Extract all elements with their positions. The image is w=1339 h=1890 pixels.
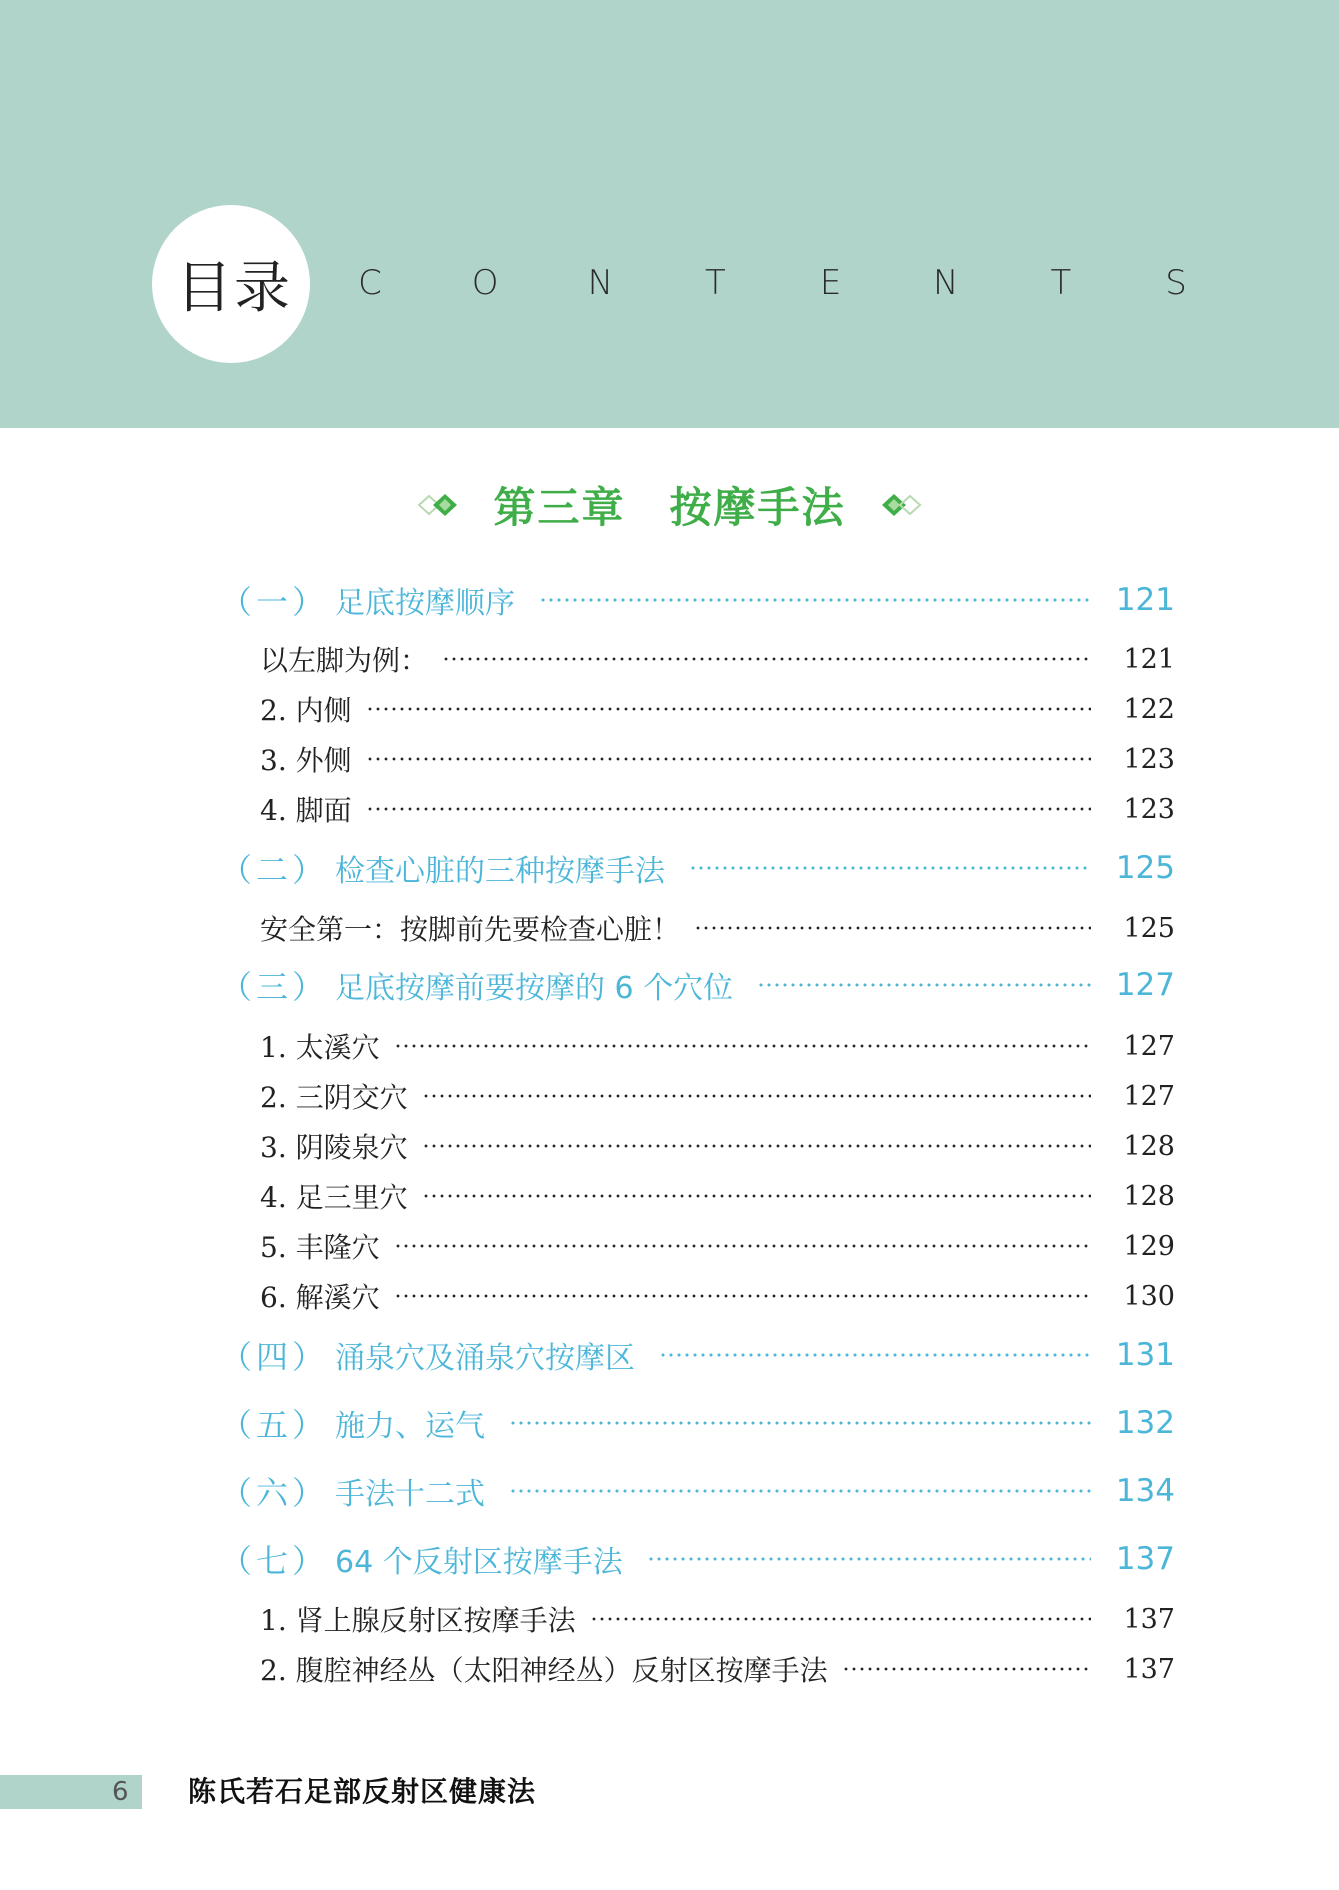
toc-section[interactable] (220, 577, 1175, 623)
leader-dots (659, 1353, 1091, 1357)
toc-item[interactable] (260, 1075, 1175, 1117)
section-number: （六） (220, 1474, 329, 1512)
diamond-ornament-icon (876, 490, 924, 520)
item-label: 安全第一：按脚前先要检查心脏！ (260, 913, 681, 946)
section-page: 127 (1115, 967, 1175, 1003)
section-page: 125 (1115, 850, 1175, 886)
section-page: 132 (1115, 1405, 1175, 1441)
chapter-title: 第三章 按摩手法 (493, 483, 846, 532)
section-title: 涌泉穴及涌泉穴按摩区 (335, 1341, 635, 1376)
toc-section[interactable] (220, 1332, 1175, 1378)
item-label: 1. 肾上腺反射区按摩手法 (260, 1604, 576, 1637)
book-title: 陈氏若石足部反射区健康法 (188, 1775, 537, 1808)
section-title: 手法十二式 (335, 1477, 485, 1512)
item-page: 129 (1123, 1230, 1175, 1262)
toc-item[interactable] (260, 1175, 1175, 1217)
toc-item[interactable] (260, 907, 1175, 949)
toc-item[interactable] (260, 738, 1175, 780)
section-title: 施力、运气 (335, 1409, 485, 1444)
section-number: （二） (220, 851, 329, 889)
item-label: 3. 阴陵泉穴 (260, 1131, 408, 1164)
leader-dots (842, 1667, 1091, 1671)
item-page: 123 (1123, 793, 1175, 825)
leader-dots (422, 1194, 1091, 1198)
toc-item[interactable] (260, 688, 1175, 730)
item-page: 137 (1123, 1653, 1175, 1685)
section-page: 131 (1115, 1337, 1175, 1373)
item-page: 123 (1123, 743, 1175, 775)
item-page: 130 (1123, 1280, 1175, 1312)
section-number: （五） (220, 1406, 329, 1444)
leader-dots (366, 757, 1091, 761)
leader-dots (509, 1421, 1091, 1425)
section-title: 检查心脏的三种按摩手法 (335, 854, 665, 889)
leader-dots (694, 926, 1091, 930)
item-label: 6. 解溪穴 (260, 1281, 380, 1314)
toc-item[interactable] (260, 638, 1175, 680)
item-page: 127 (1123, 1030, 1175, 1062)
toc-section[interactable] (220, 1536, 1175, 1582)
leader-dots (509, 1489, 1091, 1493)
toc-item[interactable] (260, 788, 1175, 830)
item-page: 128 (1123, 1130, 1175, 1162)
section-page: 121 (1115, 582, 1175, 618)
leader-dots (757, 983, 1091, 987)
item-label: 4. 脚面 (260, 794, 352, 827)
leader-dots (394, 1244, 1091, 1248)
contents-heading (353, 258, 1193, 308)
toc-item[interactable] (260, 1225, 1175, 1267)
section-page: 137 (1115, 1541, 1175, 1577)
section-number: （一） (220, 583, 329, 621)
toc-item[interactable] (260, 1598, 1175, 1640)
item-label: 2. 三阴交穴 (260, 1081, 408, 1114)
page-number: 6 (112, 1777, 129, 1807)
section-number: （四） (220, 1338, 329, 1376)
item-page: 121 (1123, 643, 1175, 675)
contents-letter: T (1050, 263, 1072, 303)
section-title: 64 个反射区按摩手法 (335, 1545, 623, 1580)
section-page: 134 (1115, 1473, 1175, 1509)
toc-item[interactable] (260, 1025, 1175, 1067)
contents-letter: E (819, 263, 842, 303)
toc-section[interactable] (220, 962, 1175, 1008)
leader-dots (689, 866, 1091, 870)
item-page: 127 (1123, 1080, 1175, 1112)
item-label: 2. 腹腔神经丛（太阳神经丛）反射区按摩手法 (260, 1654, 828, 1687)
item-label: 5. 丰隆穴 (260, 1231, 380, 1264)
leader-dots (366, 807, 1091, 811)
leader-dots (394, 1044, 1091, 1048)
item-page: 122 (1123, 693, 1175, 725)
chapter-heading (0, 470, 1339, 540)
toc-item[interactable] (260, 1275, 1175, 1317)
item-label: 1. 太溪穴 (260, 1031, 380, 1064)
item-label: 4. 足三里穴 (260, 1181, 408, 1214)
item-label: 以左脚为例： (260, 644, 429, 677)
leader-dots (590, 1617, 1091, 1621)
toc-item[interactable] (260, 1125, 1175, 1167)
section-title: 足底按摩前要按摩的 6 个穴位 (335, 971, 734, 1006)
leader-dots (647, 1557, 1091, 1561)
contents-letter: T (705, 263, 726, 303)
contents-letter: N (932, 263, 959, 303)
item-label: 3. 外侧 (260, 744, 352, 777)
toc-section[interactable] (220, 1468, 1175, 1514)
mulu-badge (152, 205, 310, 363)
item-page: 137 (1123, 1603, 1175, 1635)
section-number: （三） (220, 968, 329, 1006)
leader-dots (366, 707, 1091, 711)
section-title: 足底按摩顺序 (335, 586, 515, 621)
toc-item[interactable] (260, 1648, 1175, 1690)
leader-dots (539, 598, 1091, 602)
item-label: 2. 内侧 (260, 694, 352, 727)
contents-letter: O (471, 263, 499, 303)
toc-section[interactable] (220, 1400, 1175, 1446)
contents-letter: C (358, 263, 382, 303)
toc-section[interactable] (220, 845, 1175, 891)
item-page: 125 (1123, 912, 1175, 944)
leader-dots (422, 1094, 1091, 1098)
section-number: （七） (220, 1542, 329, 1580)
leader-dots (394, 1294, 1091, 1298)
contents-letter: S (1165, 263, 1187, 303)
leader-dots (442, 657, 1091, 661)
mulu-title: 目录 (176, 256, 292, 321)
contents-letter: N (587, 263, 613, 303)
item-page: 128 (1123, 1180, 1175, 1212)
leader-dots (422, 1144, 1091, 1148)
diamond-ornament-icon (415, 490, 463, 520)
